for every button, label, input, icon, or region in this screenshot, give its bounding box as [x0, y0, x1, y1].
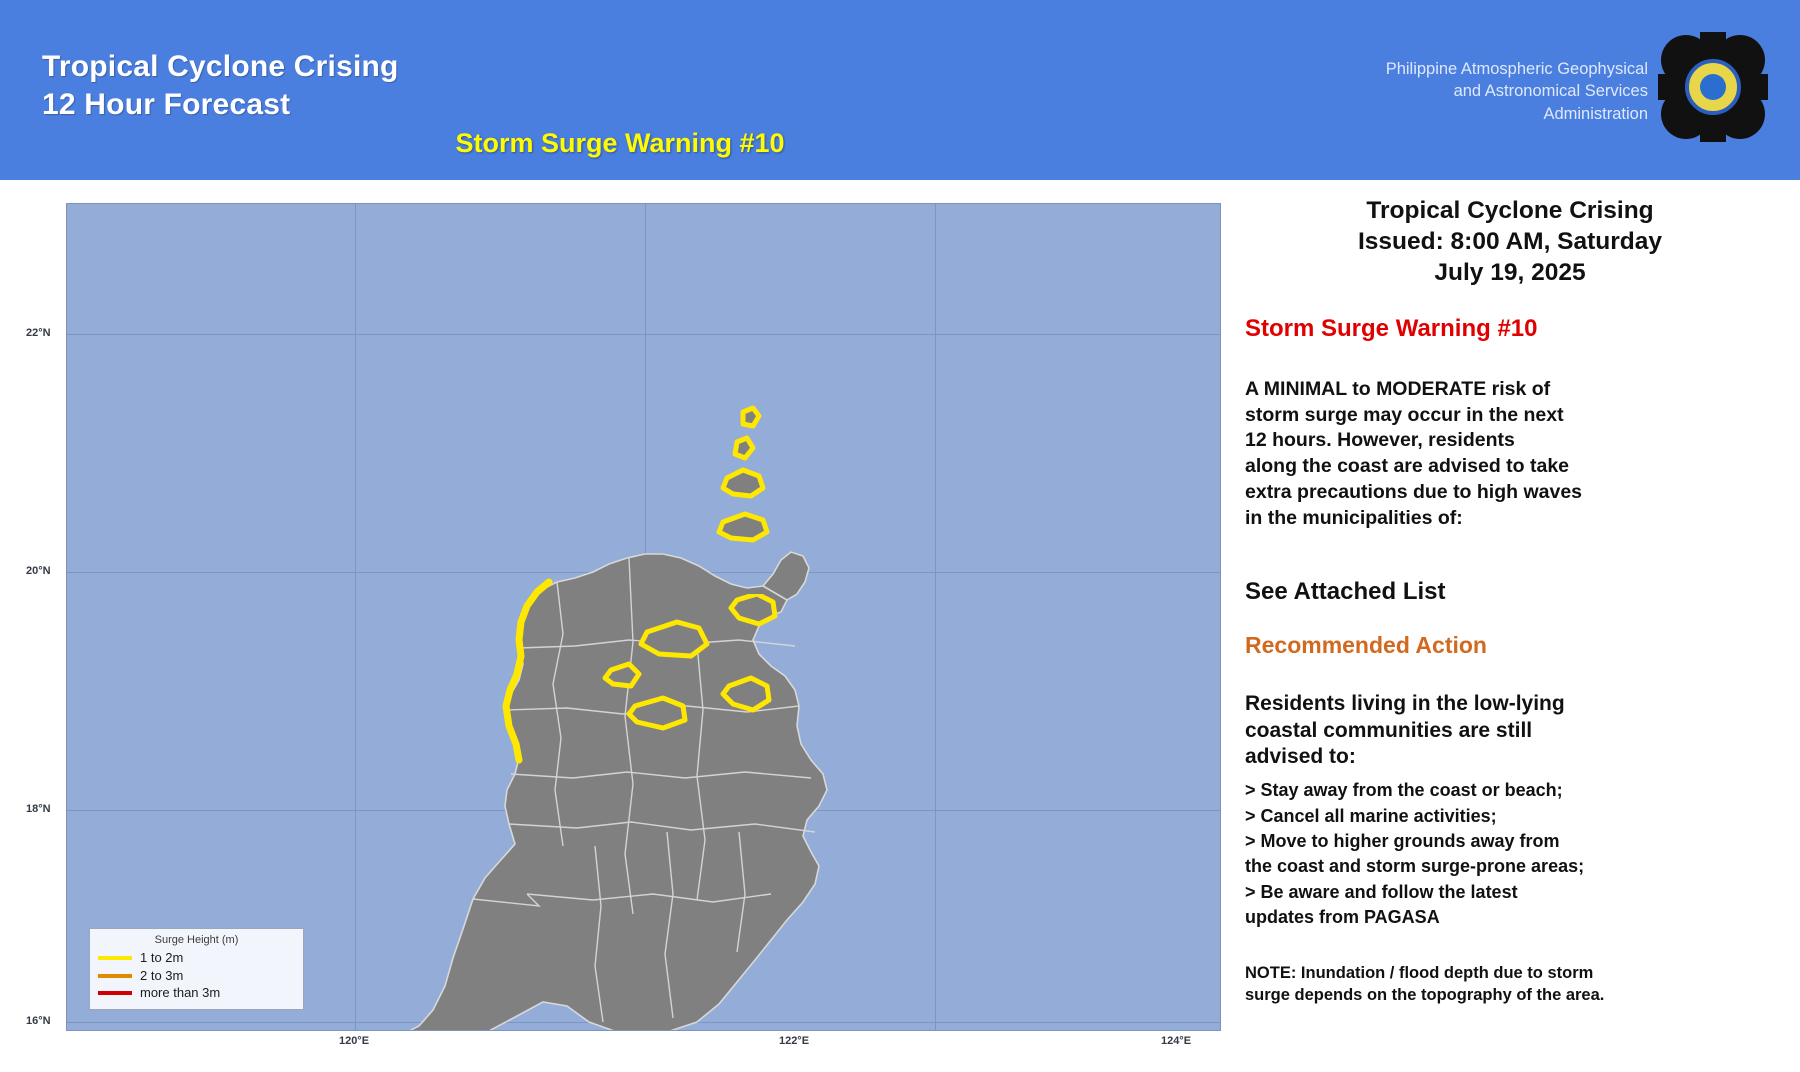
legend-swatch-1to2m — [98, 956, 132, 960]
advice-head-line-1: Residents living in the low-lying — [1245, 692, 1565, 716]
grid-line-vertical — [355, 204, 356, 1030]
inundation-note — [1245, 963, 1775, 1007]
advisory-panel — [1245, 196, 1775, 1007]
legend-item — [98, 949, 295, 967]
advice-heading — [1245, 691, 1775, 770]
legend-item — [98, 967, 295, 985]
risk-line-6: in the municipalities of: — [1245, 507, 1463, 530]
page-title-line1: Tropical Cyclone Crising — [42, 50, 399, 83]
legend-item — [98, 984, 295, 1002]
advice-items — [1245, 778, 1775, 929]
storm-surge-map[interactable] — [66, 203, 1221, 1031]
risk-line-3: 12 hours. However, residents — [1245, 429, 1515, 452]
page-header — [0, 0, 1800, 180]
legend-label-2to3m: 2 to 3m — [140, 967, 184, 983]
issued-line-1: Issued: 8:00 AM, Saturday — [1357, 227, 1663, 255]
grid-line-vertical — [935, 204, 936, 1030]
advice-head-line-3: advised to: — [1245, 745, 1356, 769]
recommended-action-heading: Recommended Action — [1245, 632, 1487, 659]
page-title — [42, 48, 399, 125]
storm-surge-warning-banner: Storm Surge Warning #10 — [455, 128, 785, 158]
logo-seal — [1685, 59, 1741, 115]
risk-line-5: extra precautions due to high waves — [1245, 481, 1583, 504]
lat-tick-20n: 20°N — [26, 565, 51, 577]
storm-surge-warning-heading: Storm Surge Warning #10 — [1245, 314, 1538, 342]
lat-tick-16n: 16°N — [26, 1015, 51, 1027]
advice-item: > Stay away from the coast or beach; — [1245, 780, 1563, 801]
agency-line-1: Philippine Atmospheric Geophysical — [1385, 60, 1648, 78]
page-title-line2: 12 Hour Forecast — [42, 88, 291, 122]
advice-head-line-2: coastal communities are still — [1245, 718, 1533, 742]
advice-item: the coast and storm surge-prone areas; — [1245, 856, 1585, 877]
risk-line-1: A MINIMAL to MODERATE risk of — [1245, 377, 1551, 400]
issued-line-2: July 19, 2025 — [1434, 258, 1586, 286]
agency-line-3: Administration — [1543, 104, 1648, 123]
advice-item: updates from PAGASA — [1245, 906, 1440, 927]
advice-item: > Be aware and follow the latest — [1245, 881, 1518, 902]
lon-tick-120e: 120°E — [338, 1035, 370, 1047]
grid-line-horizontal — [67, 334, 1220, 335]
legend-label-morethan3m: more than 3m — [140, 985, 221, 1001]
legend-swatch-2to3m — [98, 974, 132, 978]
cyclone-name: Tropical Cyclone Crising — [1366, 197, 1654, 224]
map-legend — [89, 928, 304, 1010]
cyclone-header — [1245, 196, 1775, 289]
agency-name — [1228, 58, 1648, 125]
legend-swatch-morethan3m — [98, 991, 132, 995]
lon-tick-124e: 124°E — [1160, 1035, 1192, 1047]
advice-item: > Move to higher grounds away from — [1245, 831, 1560, 852]
risk-description — [1245, 377, 1775, 533]
lat-tick-18n: 18°N — [26, 803, 51, 815]
see-attached-list: See Attached List — [1245, 578, 1446, 606]
legend-title: Surge Height (m) — [154, 934, 239, 947]
lat-tick-22n: 22°N — [26, 327, 51, 339]
risk-line-2: storm surge may occur in the next — [1245, 403, 1564, 426]
logo-seal-inner — [1700, 74, 1726, 100]
advice-item: > Cancel all marine activities; — [1245, 805, 1497, 826]
risk-line-4: along the coast are advised to take — [1245, 455, 1570, 478]
lon-tick-122e: 122°E — [778, 1035, 810, 1047]
babuyan-islands — [587, 594, 887, 754]
map-panel — [26, 203, 1221, 1058]
legend-label-1to2m: 1 to 2m — [140, 950, 184, 966]
note-line-2: surge depends on the topography of the area. — [1245, 986, 1605, 1005]
pagasa-logo-icon — [1658, 32, 1768, 142]
agency-line-2: and Astronomical Services — [1453, 82, 1648, 101]
note-line-1: NOTE: Inundation / flood depth due to storm — [1245, 964, 1594, 983]
